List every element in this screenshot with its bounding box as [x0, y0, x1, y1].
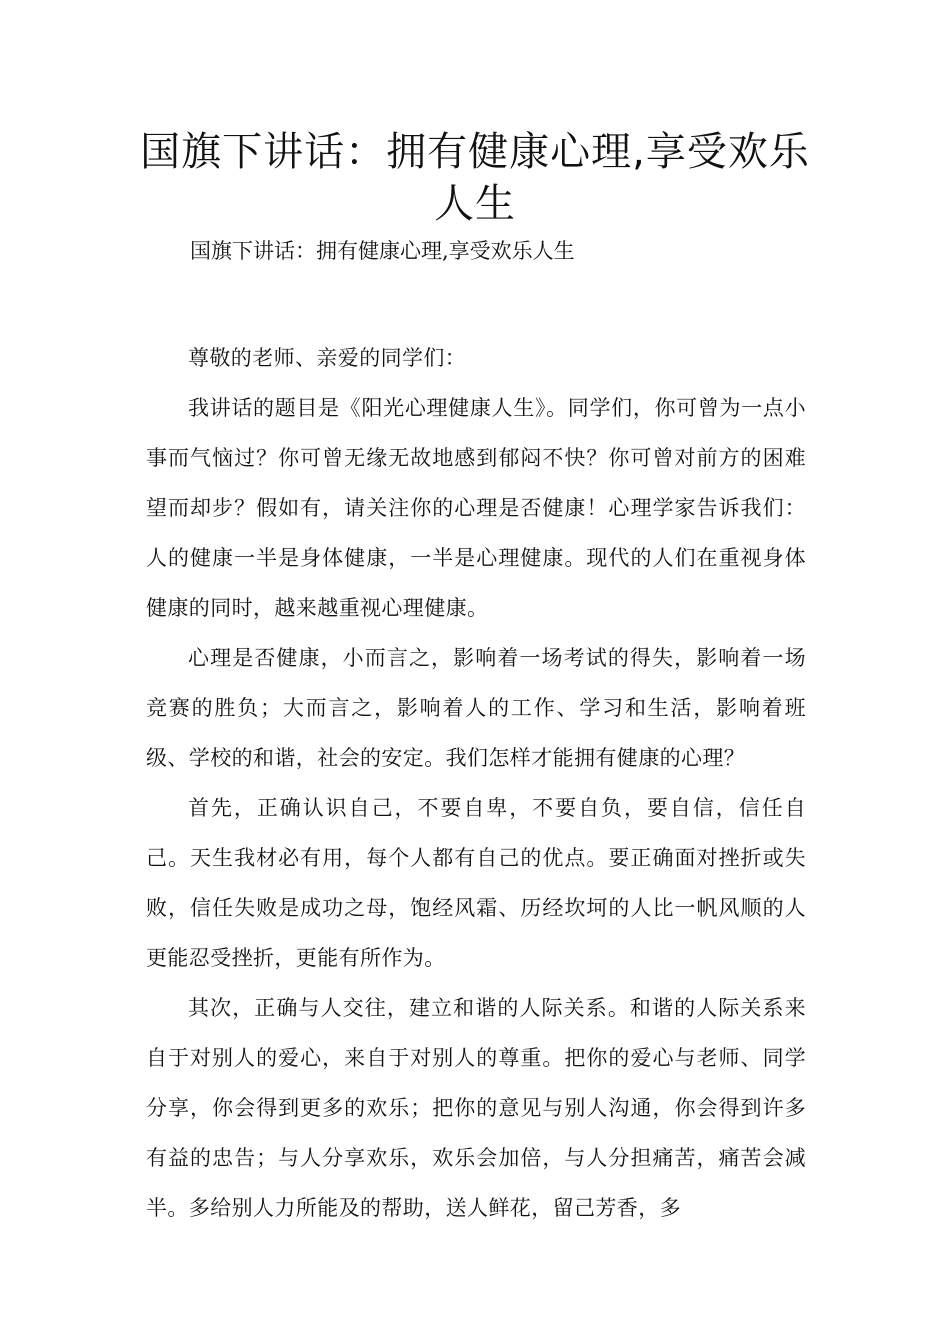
body-paragraph-1: 我讲话的题目是《阳光心理健康人生》。同学们，你可曾为一点小事而气恼过？你可曾无缘无故地感到郁闷不快？你可曾对前方的困难望而却步？假如有，请关注你的心理是否健康！心理学家告诉我们：人的健康一半是身体健康，一半是心理健康。现代的人们在重视身体健康的同时，越来越重视心理健康。	[146, 396, 806, 620]
body-paragraph-2: 心理是否健康，小而言之，影响着一场考试的得失，影响着一场竞赛的胜负；大而言之，影响着人的工作、学习和生活，影响着班级、学校的和谐，社会的安定。我们怎样才能拥有健康的心理？	[146, 646, 806, 770]
greeting-paragraph: 尊敬的老师、亲爱的同学们：	[188, 346, 467, 370]
document-body	[146, 333, 806, 1233]
body-paragraph-4: 其次，正确与人交往，建立和谐的人际关系。和谐的人际关系来自于对别人的爱心，来自于对别人的尊重。把你的爱心与老师、同学分享，你会得到更多的欢乐；把你的意见与别人沟通，你会得到许多有益的忠告；与人分享欢乐，欢乐会加倍，与人分担痛苦，痛苦会减半。多给别人力所能及的帮助，送人鲜花，留己芳香，多	[146, 996, 806, 1220]
document-subtitle: 国旗下讲话：拥有健康心理,享受欢乐人生	[190, 239, 575, 263]
body-paragraph-3: 首先，正确认识自己，不要自卑，不要自负，要自信，信任自己。天生我材必有用，每个人都有自己的优点。要正确面对挫折或失败，信任失败是成功之母，饱经风霜、历经坎坷的人比一帆风顺的人更能忍受挫折，更能有所作为。	[146, 796, 806, 970]
page-title: 国旗下讲话：拥有健康心理,享受欢乐人生	[140, 129, 810, 227]
